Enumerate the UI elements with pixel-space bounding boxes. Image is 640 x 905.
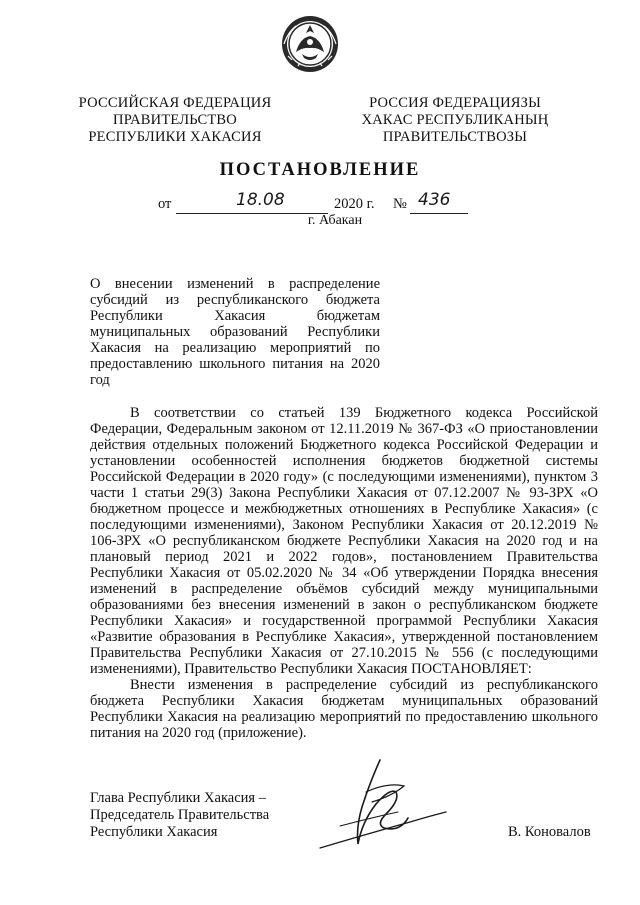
signatory-position: Глава Республики Хакасия – Председатель Правительства Республики Хакасия xyxy=(90,790,270,840)
body-paragraph-1: В соответствии со статьей 139 Бюджетного кодекса Российской Федерации, Федеральным законом от 12.11.2019 № 367-ФЗ «О приостановлении действия отдельных положений Бюджетного кодекса Российской Федерации и установлении особенностей исполнения бюджетов бюджетной системы Российской Федерации в 2020 году» (с последующими изменениями), пунктом 3 части 1 статьи 29(3) Закона Республики Хакасия от 07.12.2007 № 93-ЗРХ «О бюджетном процессе и межбюджетных отношениях в Республике Хакасия» (с последующими изменениями), Законом Республики Хакасия от 20.12.2019 № 106-ЗРХ «О республиканском бюджете Республики Хакасия на 2020 год и на плановый период 2021 и 2022 годов», постановлением Правительства Республики Хакасия от 05.02.2020 № 34 «Об утверждении Порядка внесения изменений в распределение объёмов субсидий между муниципальными образованиями без внесения изменений в закон о республиканском бюджете Республики Хакасия» и государственной программой Республики Хакасия «Развитие образования в Республике Хакасия», утвержденной постановлением Правительства Республики Хакасия от 27.10.2015 № 556 (с последующими изменениями), Правительство Республики Хакасия ПОСТАНОВЛЯЕТ: xyxy=(90,405,598,677)
document-body xyxy=(90,405,598,741)
city-label: г. Абакан xyxy=(307,213,363,228)
subject-block: О внесении изменений в распределение субсидий из республиканского бюджета Республики Хакасия бюджетам муниципальных образований Республики Хакасия на реализацию мероприятий по предоставлению школьного питания на 2020 год xyxy=(90,276,380,388)
body-paragraph-2: Внести изменения в распределение субсидий из республиканского бюджета Республики Хакасия бюджетам муниципальных образований Республики Хакасия на реализацию мероприятий по предоставлению школьного питания на 2020 год (приложение). xyxy=(90,677,598,741)
date-handwritten: 18.08 xyxy=(236,190,285,210)
number-handwritten: 436 xyxy=(418,190,451,210)
document-title: ПОСТАНОВЛЕНИЕ xyxy=(219,160,421,180)
number-label: № xyxy=(393,196,407,212)
from-label: от xyxy=(158,196,172,212)
handwritten-signature xyxy=(300,752,450,862)
header-right-khakas: РОССИЯ ФЕДЕРАЦИЯЗЫ ХАКАС РЕСПУБЛИКАНЫҢ ПРАВИТЕЛЬСТВОЗЫ xyxy=(361,95,549,145)
coat-of-arms-emblem xyxy=(280,14,340,74)
signatory-name: В. Коновалов xyxy=(508,824,591,840)
header-left-russian: РОССИЙСКАЯ ФЕДЕРАЦИЯ ПРАВИТЕЛЬСТВО РЕСПУБЛИКИ ХАКАСИЯ xyxy=(78,95,272,145)
year-label: 2020 г. xyxy=(334,196,375,212)
